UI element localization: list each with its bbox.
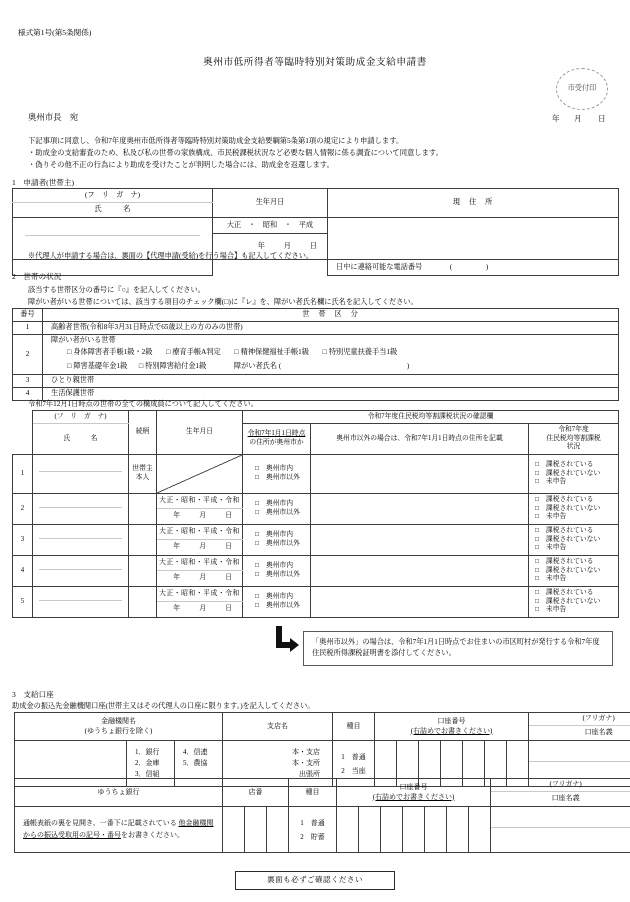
disability-name-close: ): [406, 362, 410, 371]
members-instruction: 令和7年12月1日時点の世帯の全ての構成員について記入してください。: [28, 400, 258, 408]
receipt-stamp-label: 市受付印: [567, 84, 597, 93]
member-relation-3[interactable]: [129, 525, 157, 556]
table-row: [13, 411, 619, 424]
bank-account-table: [14, 712, 630, 787]
yucho-account-digit-3[interactable]: [381, 807, 403, 853]
category-label-2: 障がい者がいる世帯: [43, 335, 619, 347]
table-row: [13, 335, 619, 347]
members-addr-outside-header: 奥州市以外の場合は、令和7年1月1日時点の住所を記載: [311, 424, 529, 455]
applicant-address-header: 現 住 所: [328, 189, 619, 218]
members-relation-header: 続柄: [129, 411, 157, 455]
table-row: [13, 525, 619, 540]
addr-option-outside-4[interactable]: □ 奥州市以外: [255, 571, 300, 578]
bank-account-no-line1: 口座番号: [437, 717, 466, 726]
yucho-desc-underline1: 他金融機: [178, 819, 207, 828]
addr-option-outside-2[interactable]: □ 奥州市以外: [255, 509, 300, 516]
section-3-instruction: 助成金の振込先金融機関口座(世帯主又はその代理人の口座に限ります。)を記入してください。: [12, 702, 315, 710]
bank-type-2[interactable]: 2 当座: [341, 766, 366, 775]
table-row: [15, 807, 630, 828]
bank-type-header: 種目: [333, 713, 375, 741]
householder-line1: 世帯主: [132, 465, 153, 473]
addr-option-inside-4[interactable]: □ 奥州市内: [255, 562, 294, 570]
member-row-no-5: 5: [13, 587, 33, 618]
addressee: 奥州市長 宛: [28, 113, 79, 122]
table-row: [13, 424, 619, 455]
member-birthdate-input-5[interactable]: 年 月 日: [157, 601, 243, 617]
tax-option-undeclared-5[interactable]: □ 未申告: [535, 606, 567, 614]
bank-branch-header: 支店名: [223, 713, 333, 741]
member-addr-text-5[interactable]: [311, 587, 529, 618]
members-tax-status-header: [529, 424, 619, 455]
yucho-account-digit-2[interactable]: [359, 807, 381, 853]
members-furigana-header: (フ リ ガ ナ): [33, 411, 129, 424]
page-title: 奥州市低所得者等臨時特別対策助成金支給申請書: [203, 57, 427, 68]
applicant-birth-day: 日: [309, 241, 317, 250]
preamble-line-3: ・偽りその他不正の行為により助成を受けたことが判明した場合には、助成金を返還します。: [28, 160, 334, 169]
receipt-day: 日: [598, 114, 606, 123]
phone-label: 日中に連絡可能な電話番号: [336, 262, 423, 271]
yucho-account-no-line1: 口座番号: [399, 783, 428, 792]
category-no-3[interactable]: 3: [13, 375, 43, 388]
member-addr-text-1[interactable]: [311, 455, 529, 494]
tax-option-undeclared-3[interactable]: □ 未申告: [535, 544, 567, 552]
bank-branch-2[interactable]: 本・支所: [292, 759, 320, 768]
tax-option-taxed-5[interactable]: □ 課税されている: [535, 588, 594, 596]
yucho-store-digit-2[interactable]: [245, 807, 267, 853]
member-relation-1: [129, 455, 157, 494]
yucho-store-digit-3[interactable]: [267, 807, 289, 853]
bank-inst-name-header: [15, 713, 223, 741]
tax-option-undeclared-2[interactable]: □ 未申告: [535, 513, 567, 521]
yucho-type-header: 種目: [289, 779, 337, 807]
tax-option-untaxed-1[interactable]: □ 課税されていない: [535, 469, 601, 477]
yucho-type-2[interactable]: 2 貯蓄: [300, 832, 325, 841]
member-addr-choice-2[interactable]: [243, 494, 311, 525]
yucho-account-no-line2: (右詰めでお書きください): [372, 792, 455, 801]
table-row: [13, 494, 619, 509]
bank-branch-3[interactable]: 出張所: [299, 769, 320, 778]
applicant-name-header: 氏 名: [13, 203, 213, 218]
yucho-store-digit-1[interactable]: [223, 807, 245, 853]
section-3-heading: 3 支給口座: [12, 690, 54, 699]
member-relation-2[interactable]: [129, 494, 157, 525]
bank-kind-4[interactable]: 4．信連: [183, 748, 208, 757]
bank-account-no-line2: (右詰めでお書きください): [410, 726, 493, 735]
bank-kind-3[interactable]: 3．信組: [135, 769, 160, 778]
householder-line2: 本人: [135, 474, 150, 481]
members-addr-is-oshu-header: [243, 424, 311, 455]
tax-option-taxed-1[interactable]: □ 課税されている: [535, 460, 594, 468]
table-row: [15, 779, 630, 792]
applicant-birth-month: 月: [283, 241, 291, 250]
member-relation-4[interactable]: [129, 556, 157, 587]
tax-option-untaxed-5[interactable]: □ 課税されていない: [535, 597, 601, 605]
yucho-account-digit-7[interactable]: [469, 807, 491, 853]
addr-option-outside-3[interactable]: □ 奥州市以外: [255, 540, 300, 547]
tax-option-untaxed-2[interactable]: □ 課税されていない: [535, 504, 601, 512]
category-label-1: 高齢者世帯(令和8年3月31日時点で65歳以上の方のみの世帯): [43, 322, 619, 335]
disability-checks-line-2: [43, 360, 619, 375]
checkbox-mental-health[interactable]: □: [234, 348, 239, 357]
table-row: [15, 713, 630, 726]
yucho-holder-header: 口座名義: [491, 792, 630, 807]
receipt-year: 年: [552, 114, 560, 123]
table-row: [13, 309, 619, 322]
bank-account-no-header: [375, 713, 529, 741]
yucho-holder-furigana-input[interactable]: [491, 807, 630, 828]
member-name-input-1[interactable]: [33, 455, 129, 494]
members-tax-status-line1: 令和7年度: [558, 425, 589, 433]
member-tax-choice-2[interactable]: [529, 494, 619, 525]
applicant-address-input[interactable]: [328, 218, 619, 260]
section-2-instruction-1: 該当する世帯区分の番号に『○』を記入してください。: [28, 286, 205, 294]
member-addr-choice-3[interactable]: [243, 525, 311, 556]
receipt-month: 月: [574, 114, 582, 123]
member-row-no-2: 2: [13, 494, 33, 525]
bank-holder-furigana-input[interactable]: [529, 741, 630, 762]
callout-arrow-icon: [276, 626, 302, 656]
yucho-account-table: [14, 778, 630, 853]
tax-option-undeclared-4[interactable]: □ 未申告: [535, 575, 567, 583]
yucho-title-header: ゆうちょ銀行: [15, 779, 223, 807]
members-name-header: 氏 名: [33, 424, 129, 455]
member-addr-choice-1[interactable]: [243, 455, 311, 494]
yucho-type-options[interactable]: [289, 807, 337, 853]
bank-holder-furigana-header: (フリガナ): [529, 713, 630, 726]
addr-option-inside-3[interactable]: □ 奥州市内: [255, 531, 294, 539]
checkbox-label-basic-disability-pension: 障害基礎年金1級: [73, 362, 128, 371]
member-tax-choice-5[interactable]: [529, 587, 619, 618]
checkbox-special-disability-benefit[interactable]: □: [138, 362, 144, 371]
member-addr-text-2[interactable]: [311, 494, 529, 525]
yucho-holder-furigana-header: (フリガナ): [491, 779, 630, 792]
household-members-table: [12, 410, 619, 618]
member-addr-choice-5[interactable]: [243, 587, 311, 618]
checkbox-label-mental-health: 精神保健福祉手帳1級: [240, 348, 309, 357]
disability-checks-line-1: [43, 346, 619, 360]
preamble-line-1: 下記事項に同意し、令和7年度奥州市低所得者等臨時特別対策助成金支給要綱第5条第1項の規定により申請します。: [28, 136, 404, 145]
member-name-input-3[interactable]: [33, 525, 129, 556]
bank-holder-header: 口座名義: [529, 726, 630, 741]
household-category-table: [12, 308, 619, 401]
yucho-desc-part1: 通帳表紙の裏を見開き、一番下に記載されている: [23, 819, 177, 828]
checkbox-label-special-child-allowance: 特別児童扶養手当1級: [328, 348, 398, 357]
phone-paren-open: (: [449, 262, 453, 271]
table-row: [13, 587, 619, 602]
disability-name-label: 障がい者氏名 (: [233, 362, 282, 371]
form-number: 様式第1号(第5条関係): [18, 28, 92, 37]
checkbox-special-child-allowance[interactable]: □: [322, 348, 327, 357]
proxy-note: ※代理人が申請する場合は、裏面の【代理申請(受給)を行う場合】も記入してください。: [28, 252, 314, 260]
yucho-account-no-header: [337, 779, 491, 807]
applicant-birthdate-spare: [213, 260, 328, 276]
members-birthdate-header: 生年月日: [157, 411, 243, 455]
bank-type-1[interactable]: 1 普通: [341, 752, 366, 761]
section-2-instruction-2: 障がい者がいる世帯については、該当する項目のチェック欄(□)に『レ』を、障がい者氏名欄に氏名を記入してください。: [28, 298, 418, 306]
bank-inst-name-line2: (ゆうちょ銀行を除く): [84, 726, 153, 735]
bank-kind-1[interactable]: 1．銀行: [135, 748, 160, 757]
category-no-header: 番号: [13, 309, 43, 322]
yucho-account-digit-4[interactable]: [403, 807, 425, 853]
table-row: [13, 260, 619, 276]
yucho-desc-part2: をお書きください。: [121, 830, 184, 839]
table-row: [13, 346, 619, 360]
phone-paren-close: ): [485, 262, 489, 271]
applicant-furigana-header: (フ リ ガ ナ): [13, 189, 213, 203]
member-era-4[interactable]: 大正・昭和・平成・令和: [157, 556, 243, 571]
member-addr-text-4[interactable]: [311, 556, 529, 587]
members-no-header: [13, 411, 33, 455]
members-addr-is-oshu-line1: 令和7年1月1日時点: [247, 430, 306, 438]
member-row-no-4: 4: [13, 556, 33, 587]
checkbox-basic-disability-pension[interactable]: □: [67, 362, 72, 371]
category-label-4: 生活保護世帯: [43, 388, 619, 401]
member-birthdate-input-4[interactable]: 年 月 日: [157, 570, 243, 586]
category-label-3: ひとり親世帯: [43, 375, 619, 388]
member-row-no-1: 1: [13, 455, 33, 494]
yucho-holder-name-input[interactable]: [491, 828, 630, 853]
yucho-desc-underline2: 関からの振込受取用の記号・番号: [23, 819, 214, 839]
tax-option-taxed-3[interactable]: □ 課税されている: [535, 526, 594, 534]
yucho-account-digit-5[interactable]: [425, 807, 447, 853]
member-addr-text-3[interactable]: [311, 525, 529, 556]
yucho-account-digit-6[interactable]: [447, 807, 469, 853]
table-row: [15, 741, 630, 762]
bank-branch-1[interactable]: 本・支店: [292, 748, 320, 757]
category-label-header: 世 帯 区 分: [43, 309, 619, 322]
member-birthdate-1: [157, 455, 243, 494]
member-name-input-2[interactable]: [33, 494, 129, 525]
applicant-phone-cell[interactable]: [328, 260, 619, 276]
checkbox-physical-disability[interactable]: □: [67, 348, 72, 357]
applicant-birth-year: 年: [257, 241, 265, 250]
applicant-table: [12, 188, 619, 276]
tax-option-untaxed-4[interactable]: □ 課税されていない: [535, 566, 601, 574]
callout-box: 「奥州市以外」の場合は、令和7年1月1日時点でお住まいの市区町村が発行する令和7年度住民税所得課税証明書を添付してください。: [303, 631, 613, 666]
members-tax-group-header: 令和7年度住民税均等割課税状況の確認欄: [243, 411, 619, 424]
addr-option-inside-5[interactable]: □ 奥州市内: [255, 593, 294, 601]
receipt-date-fields: [552, 114, 606, 124]
receipt-stamp-circle: [556, 68, 608, 110]
table-row: [13, 189, 619, 203]
tax-option-undeclared-1[interactable]: □ 未申告: [535, 478, 567, 486]
tax-option-taxed-2[interactable]: □ 課税されている: [535, 495, 594, 503]
member-relation-5[interactable]: [129, 587, 157, 618]
table-row[interactable]: [13, 388, 619, 401]
table-row: [13, 218, 619, 234]
category-no-1[interactable]: 1: [13, 322, 43, 335]
yucho-account-digit-1[interactable]: [337, 807, 359, 853]
section-1-heading: 1 申請者(世帯主): [12, 178, 75, 187]
member-era-3[interactable]: 大正・昭和・平成・令和: [157, 525, 243, 540]
member-tax-choice-1[interactable]: [529, 455, 619, 494]
member-addr-choice-4[interactable]: [243, 556, 311, 587]
members-tax-status-line2: 住民税均等割課税: [546, 434, 601, 442]
checkbox-ryoiku-a[interactable]: □: [166, 348, 171, 357]
checkbox-label-ryoiku-a: 療育手帳A判定: [172, 348, 221, 357]
addr-option-inside-1[interactable]: □ 奥州市内: [255, 465, 294, 473]
member-birthdate-input-2[interactable]: 年 月 日: [157, 508, 243, 524]
member-name-input-4[interactable]: [33, 556, 129, 587]
section-2-heading: 2 世帯の状況: [12, 272, 62, 281]
members-addr-is-oshu-line2: の住所が奥州市か: [249, 439, 304, 446]
bank-kind-2[interactable]: 2．金庫: [135, 759, 160, 768]
tax-option-untaxed-3[interactable]: □ 課税されていない: [535, 535, 601, 543]
tax-option-taxed-4[interactable]: □ 課税されている: [535, 557, 594, 565]
member-tax-choice-4[interactable]: [529, 556, 619, 587]
member-era-2[interactable]: 大正・昭和・平成・令和: [157, 494, 243, 509]
checkbox-label-special-disability-benefit: 特別障害給付金1級: [145, 362, 207, 371]
bank-kind-5[interactable]: 5．農協: [183, 759, 208, 768]
member-name-input-5[interactable]: [33, 587, 129, 618]
addr-option-inside-2[interactable]: □ 奥州市内: [255, 500, 294, 508]
table-row[interactable]: [13, 375, 619, 388]
table-row: [13, 360, 619, 375]
yucho-type-1[interactable]: 1 普通: [300, 818, 325, 827]
category-no-4[interactable]: 4: [13, 388, 43, 401]
members-tax-status-line3: 状況: [566, 443, 581, 451]
table-row: [13, 556, 619, 571]
applicant-birthdate-header: 生年月日: [213, 189, 328, 218]
bank-inst-name-line1: 金融機関名: [101, 717, 136, 726]
member-tax-choice-3[interactable]: [529, 525, 619, 556]
addr-option-outside-5[interactable]: □ 奥州市以外: [255, 602, 300, 609]
checkbox-label-physical-disability: 身体障害者手帳1級・2級: [73, 348, 153, 357]
applicant-era-options[interactable]: 大正 ・ 昭和 ・ 平成: [213, 218, 328, 234]
addr-option-outside-1[interactable]: □ 奥州市以外: [255, 474, 300, 481]
category-no-2[interactable]: 2: [13, 335, 43, 375]
yucho-description: [15, 807, 223, 853]
footer-notice: 裏面も必ずご確認ください: [235, 871, 395, 890]
preamble-line-2: ・助成金の支給審査のため、私及び私の世帯の家族構成、市民税課税状況など必要な個人情報に係る調査について同意します。: [28, 148, 443, 157]
member-birthdate-input-3[interactable]: 年 月 日: [157, 539, 243, 555]
table-row[interactable]: [13, 322, 619, 335]
member-row-no-3: 3: [13, 525, 33, 556]
member-era-5[interactable]: 大正・昭和・平成・令和: [157, 587, 243, 602]
yucho-store-no-header: 店番: [223, 779, 289, 807]
